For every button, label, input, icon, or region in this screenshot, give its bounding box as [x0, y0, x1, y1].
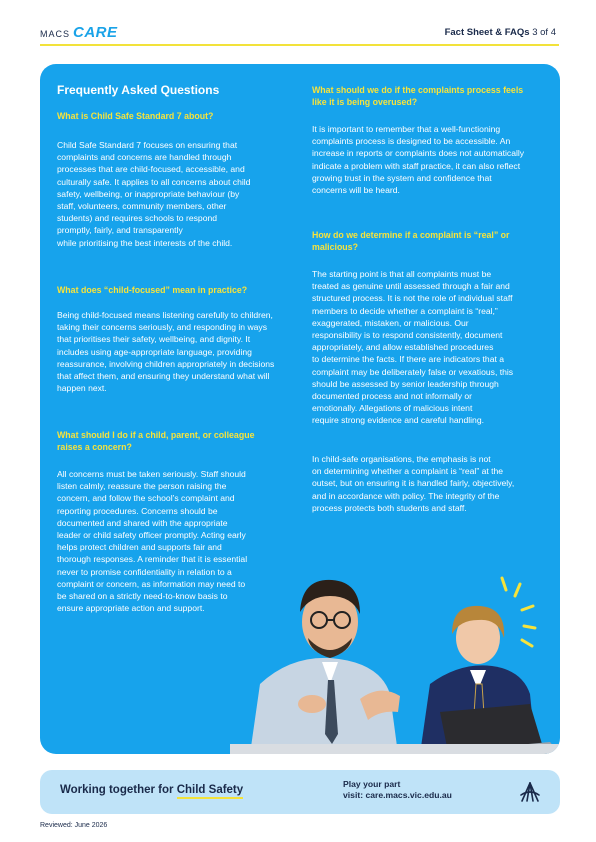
answer-child-safe-emphasis: In child-safe organisations, the emphasis is not on determining whether a complaint is “real” at the outset, but on ensuring it is handled fairly, objectively, and in accordance with policy. The integrity of the process protects both students and staff. — [312, 454, 515, 513]
logo-care-text: CARE — [73, 24, 118, 41]
document-name: Fact Sheet & FAQs — [444, 27, 530, 38]
question-raise-concern: What should I do if a child, parent, or colleague raises a concern? — [57, 430, 255, 452]
macs-emblem-icon — [518, 780, 542, 804]
slogan-prefix: Working together for — [60, 784, 177, 796]
desk-surface — [230, 744, 560, 754]
answer-standard-7: Child Safe Standard 7 focuses on ensuring that complaints and concerns are handled through processes that are child-focused, accessible, and culturally safe. It applies to all concerns about child safety, wellbeing, or inappropriate behaviour (by staff, volunteers, community members, other students) and requires schools to respond promptly, fairly, and transparently while prioritising the best interests of the child. — [57, 140, 251, 248]
answer-overused: It is important to remember that a well-functioning complaints process is designed to be accessible. An increase in reports or complaints does not automatically indicate a problem with staff practice, it can also reflect growing trust in the system and confidence that concerns will be heard. — [312, 124, 525, 196]
header-divider — [40, 44, 559, 46]
slogan-highlight: Child Safety — [177, 784, 243, 799]
page-indicator — [445, 27, 556, 38]
footer-slogan — [60, 784, 243, 796]
reviewed-date: Reviewed: June 2026 — [40, 822, 108, 829]
teacher-student-photo — [230, 534, 560, 754]
answer-real-or-malicious: The starting point is that all complaints must be treated as genuine until assessed through a fair and structured process. It is not the role of individual staff members to decide whether a complaint is “real,” exaggerated, mistaken, or malicious. Our responsibility is to respond consistently, document appropriately, and allow established procedures to determine the facts. If there are indicators that a complaint may be deliberately false or vexatious, this should be assessed by senior leadership through documented process and not informally or emotionally. Allegations of malicious intent require strong evidence and careful handling. — [312, 269, 514, 426]
website-link[interactable]: visit: care.macs.vic.edu.au — [343, 790, 452, 800]
page-header — [0, 0, 596, 48]
question-overused: What should we do if the complaints process feels like it is being overused? — [312, 85, 524, 107]
answer-child-focused: Being child-focused means listening carefully to children, taking their concerns seriously, and responding in ways that prioritises their safety, wellbeing, and dignity. It includes using age-appropriate language, providing reassurance, involving children appropriately in decisions that affect them, and ensuring they understand what will happen next. — [57, 310, 275, 394]
answer-raise-concern: All concerns must be taken seriously. Staff should listen calmly, reassure the person raising the concern, and follow the school’s complaint and reporting procedures. Concerns should be documented and shared with the appropriate leader or child safety officer promptly. Acting early helps protect children and supports fair and thorough responses. A reminder that it is essential never to promise confidentiality in relation to a complaint or concern, as information may need to be shared on a strictly need-to-know basis to ensure appropriate action and support. — [57, 469, 248, 614]
sparkle-lines-icon — [502, 578, 535, 646]
teacher-figure — [250, 580, 400, 754]
question-child-focused: What does “child-focused” mean in practice? — [57, 285, 248, 295]
faq-title: Frequently Asked Questions — [57, 83, 220, 97]
play-your-part-text: Play your part — [343, 779, 401, 789]
macs-care-logo — [40, 24, 118, 41]
page-number: 3 of 4 — [532, 27, 556, 38]
footer-banner — [40, 770, 560, 814]
faq-panel — [40, 64, 560, 754]
question-standard-7: What is Child Safe Standard 7 about? — [57, 111, 214, 121]
footer-call-to-action — [343, 779, 452, 801]
logo-macs-text: MACS — [40, 29, 71, 39]
question-real-or-malicious: How do we determine if a complaint is “real” or malicious? — [312, 230, 510, 252]
